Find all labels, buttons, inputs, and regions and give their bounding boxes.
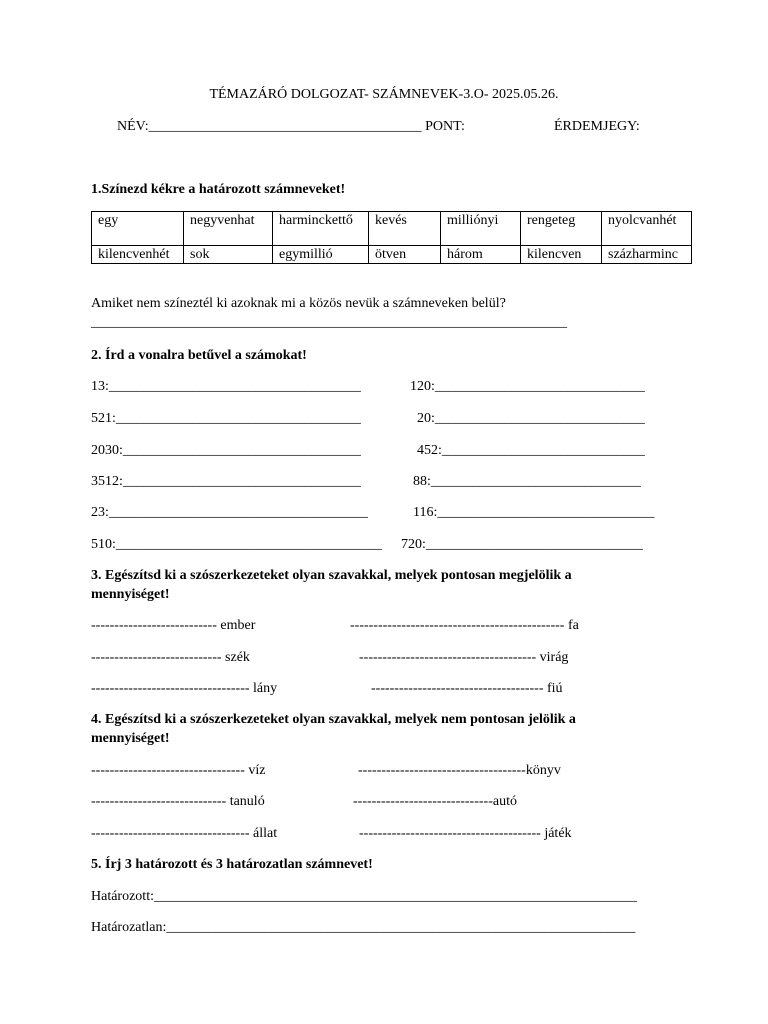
name-score-field: NÉV:_______________________________________ PONT:: [117, 119, 465, 134]
answer-line[interactable]: ----------------------------- tanuló: [91, 794, 265, 809]
answer-line[interactable]: 3512:__________________________________: [91, 474, 361, 489]
table-cell[interactable]: rengeteg: [521, 212, 602, 246]
table-cell[interactable]: harminckettő: [273, 212, 369, 246]
task2-heading: 2. Írd a vonalra betűvel a számokat!: [91, 348, 307, 363]
table-cell[interactable]: kevés: [369, 212, 441, 246]
answer-line[interactable]: 88:______________________________: [413, 474, 641, 489]
answer-line[interactable]: ------------------------------------könyv: [358, 763, 561, 778]
table-cell[interactable]: nyolcvanhét: [602, 212, 692, 246]
table-cell[interactable]: százharminc: [602, 246, 692, 264]
table-cell[interactable]: három: [441, 246, 521, 264]
answer-line[interactable]: 2030:__________________________________: [91, 443, 361, 458]
answer-line[interactable]: 116:_______________________________: [413, 505, 655, 520]
answer-line[interactable]: 120:______________________________: [410, 379, 645, 394]
answer-line[interactable]: 521:___________________________________: [91, 411, 361, 426]
answer-line[interactable]: 13:____________________________________: [91, 379, 361, 394]
answer-line[interactable]: 510:______________________________________: [91, 537, 382, 552]
answer-line[interactable]: -------------------------------------- virág: [359, 650, 569, 665]
answer-line[interactable]: ------------------------------------- fiú: [371, 681, 563, 696]
table-row: [92, 246, 692, 264]
definite-answer-line[interactable]: Határozott:_____________________________________________________________________: [91, 889, 637, 904]
table-cell[interactable]: egymillió: [273, 246, 369, 264]
task1-heading: 1.Színezd kékre a határozott számneveket!: [91, 182, 346, 197]
table-cell[interactable]: ötven: [369, 246, 441, 264]
table-cell[interactable]: kilencven: [521, 246, 602, 264]
task1-answer-line[interactable]: ____________________________________________________________________: [91, 315, 567, 330]
task3-heading: 3. Egészítsd ki a szószerkezeteket olyan szavakkal, melyek pontosan megjelölik a: [91, 568, 572, 583]
page-title: TÉMAZÁRÓ DOLGOZAT- SZÁMNEVEK-3.O- 2025.05.26.: [209, 87, 559, 102]
task1-question: Amiket nem színeztél ki azoknak mi a közös nevük a számneveken belül?: [91, 296, 506, 311]
answer-line[interactable]: 20:______________________________: [417, 411, 645, 426]
table-cell[interactable]: sok: [184, 246, 273, 264]
task5-heading: 5. Írj 3 határozott és 3 határozatlan számnevet!: [91, 857, 373, 872]
answer-line[interactable]: 720:_______________________________: [401, 537, 643, 552]
task4-heading-cont: mennyiséget!: [91, 731, 170, 746]
table-cell[interactable]: negyvenhat: [184, 212, 273, 246]
answer-line[interactable]: ------------------------------autó: [353, 794, 517, 809]
table-cell[interactable]: milliónyi: [441, 212, 521, 246]
task4-heading: 4. Egészítsd ki a szószerkezeteket olyan szavakkal, melyek nem pontosan jelölik a: [91, 712, 576, 727]
answer-line[interactable]: --------------------------------- víz: [91, 763, 266, 778]
answer-line[interactable]: ---------------------------------- lány: [91, 681, 278, 696]
answer-line[interactable]: ---------------------------------------------- fa: [350, 618, 579, 633]
number-word-table: [91, 211, 692, 264]
indefinite-answer-line[interactable]: Határozatlan:___________________________________________________________________: [91, 920, 636, 935]
task3-heading-cont: mennyiséget!: [91, 587, 170, 602]
table-cell[interactable]: egy: [92, 212, 184, 246]
answer-line[interactable]: 23:_____________________________________: [91, 505, 368, 520]
answer-line[interactable]: ---------------------------------- állat: [91, 826, 278, 841]
answer-line[interactable]: 452:_____________________________: [417, 443, 645, 458]
answer-line[interactable]: --------------------------------------- játék: [359, 826, 572, 841]
table-row: [92, 212, 692, 246]
grade-label: ÉRDEMJEGY:: [554, 119, 640, 134]
answer-line[interactable]: --------------------------- ember: [91, 618, 256, 633]
answer-line[interactable]: ---------------------------- szék: [91, 650, 250, 665]
table-cell[interactable]: kilencvenhét: [92, 246, 184, 264]
